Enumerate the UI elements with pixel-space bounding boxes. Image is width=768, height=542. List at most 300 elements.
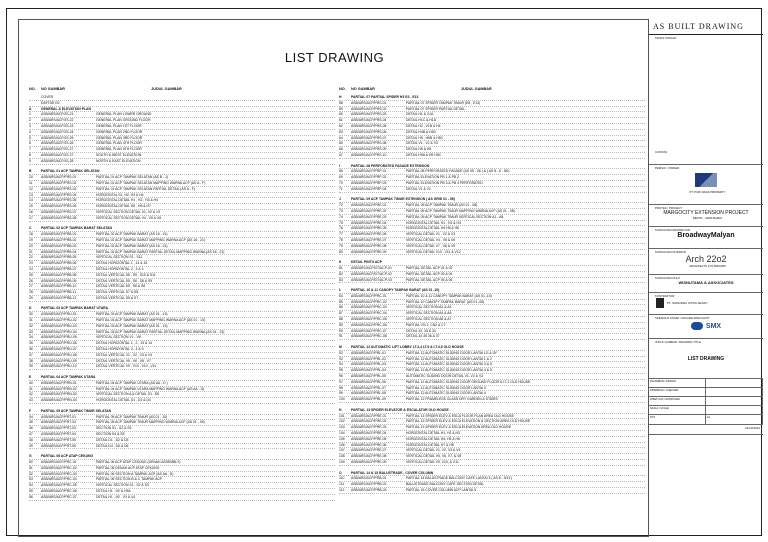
drawing-code: ASB/ARS/ACP/PRS-01 [41,175,77,180]
title-block [649,19,763,537]
item-number: 18 [29,232,33,237]
item-number: 76 [339,226,343,231]
drawing-title-cell [649,339,763,379]
drawing-code: ASB/ARS/ACP/PRC-04 [41,477,77,482]
drawing-code: ASB/ARS/ACP/PRS-09 [351,147,387,152]
drawing-title: SECTION S4 & S5 [96,432,125,437]
drawing-code: ASB/ARS/ACP/PRE-05 [351,226,387,231]
drawing-title: HORIZONTAL DETAIL H4, H5 & H6 [406,436,460,441]
drawing-code: ASB/ARS/ACP/PRC-06 [41,488,77,493]
drawing-title: PARTIAL 12 AUTOMATIC SLIDING DOOR LANTAI 4 & 5 [406,368,492,373]
drawing-title [406,345,645,350]
item-number: 7 [29,147,31,152]
drawing-title: DETAIL VERTICAL S8 , S9 , S10 & S11 [96,272,156,277]
stamp-caption: TANDA TANGAN [655,36,677,40]
item-number: 79 [339,243,343,248]
drawing-code: ASB/ARS/ACP/PRN-01 [41,380,77,385]
drawing-title: DETAIL V1 & V1 [406,186,431,191]
drawing-title: GENERAL PLAN 4TH FLOOR [96,141,142,146]
item-number: 48 [29,437,33,442]
header-no: NO. [29,87,36,91]
item-number: 108 [339,454,345,459]
owner-label: PEMILIK / OWNER [655,166,680,170]
drawing-code: ASB/ARS/ACP/PRL-08 [351,391,387,396]
drawing-title: DETAIL VERTICAL V5 , V6 , V8 , V7 [96,358,151,363]
drawing-code: ASB/ARS/ACP/PRN-03 [41,392,77,397]
drawing-code: ASB/ARS/ACP/JS-24 [41,129,74,134]
item-number: G [29,454,32,459]
drawing-title: VERTICAL DETAIL V1 , V2 & V3 [406,232,456,237]
drawing-code: ASB/ARS/ACP/PRC-06 [351,322,387,327]
drawing-code: PARTIAL 01 ACP TAMPAK SELATAN [41,169,100,174]
drawing-title: PARTIAL 06 ACP ATAP CEKUNG (DENAH ASSEMBLY) [96,460,181,464]
drawing-code: PARTIAL 02 ACP TAMPAK BARAT SELATAN [41,226,112,231]
drawing-code: ASB/ARS/ACP/PRC-02 [351,299,387,304]
drawing-code: ASB/ARS/ACP/PRT-02 [41,420,76,425]
drawing-code: ASB/ARS/ACP/PRT-04 [41,432,76,437]
drawing-code: ASB/ARS/ACP/PRL-07 [351,385,387,390]
item-number: 36 [29,347,33,352]
drawing-title [96,409,335,414]
drawing-title: VERTICAL SECTION S1 - S11 [96,255,143,260]
drawing-title: DETAIL H1 , H2 , V3 & V4 [96,494,136,499]
item-number: 99 [339,391,343,396]
drawing-code: ASB/ARS/ACP/PRN-04 [41,398,77,403]
drawing-code: ASB/ARS/ACP/PRB-05 [41,255,77,260]
drawing-title: DETAIL 34 35 36 & 37 [406,334,440,339]
drawing-code: ASB/ARS/ACP/PRC-04 [351,311,387,316]
item-number: 38 [29,358,33,363]
drawing-code: PARTIAL 09 ACP TAMPAK TIMUR EXTENSION ( AS GRID 01 - 08) [351,197,455,202]
drawing-code: ASB/ARS/ACP/DT/ACP-03 [351,277,392,282]
drawing-code: ASB/ARS/ACP/PRC-03 [351,305,387,310]
drawing-title [406,197,645,202]
meta-label: DISETUJUI / APPROVED [649,397,706,405]
drawing-title: VERTICAL SECTION V1 - V8 [96,335,141,340]
drawing-title: PARTIAL 06 DENAH ACP ATAP CEKUNG [96,465,160,470]
drawing-title: DETAIL H5 , H5B & H5C [406,135,444,140]
drawing-code: ASB/ARS/ACP/PRE-05 [351,436,387,441]
drawing-code: ASB/ARS/ACP/PRB-01 [351,476,387,481]
item-number: 11 [29,180,33,185]
drawing-title: HORIZONTAL DETAIL D1 , D2 & D4 [96,398,151,403]
item-number: 22 [29,255,33,260]
item-number: 17 [29,215,33,220]
drawing-date: 21/12/2021 [744,426,760,430]
drawing-title: PARTIAL 02 ACP TAMPAK BARAT PARTIAL DETAIL MAPPING WARNA (AS 16 - 21) [96,249,225,254]
item-number: 49 [29,443,33,448]
owner-cell [649,165,763,205]
item-number: 54 [29,483,33,488]
item-number: B [29,169,32,174]
drawing-title: HORIZONTAL DETAIL H7 & H8 [406,442,454,447]
drawing-code: ASB/ARS/ACP/PRE-01 [351,203,387,208]
item-number: 98 [339,385,343,390]
item-number: 74 [339,214,343,219]
item-number: 10 [29,175,33,180]
item-number: 4 [29,129,31,134]
drawing-code: DETAIL PINTU ACP [351,260,383,265]
drawing-title: PARTIAL 07 SPIDER PARTIAL DETAIL [406,106,466,111]
item-number: 15 [29,204,33,209]
drawing-title: PARTIAL ELEVATION PB 1 & PB 2 [406,175,459,180]
drawing-title: AUTOMATIC SLIDING DOOR DETAIL V1, V2 & V3 [406,374,484,379]
drawing-code: ASB/ARS/ACP/PRT-01 [41,414,76,419]
item-number: 104 [339,431,345,436]
drawing-title [406,408,645,413]
drawing-code: ASB/ARS/ACP/DT/ACP-02 [351,271,392,276]
drawing-code: ASB/ARS/ACP/PRB-02 [351,482,387,487]
drawing-code: ASB/ARS/ACP/PRE-01 [351,413,387,418]
drawing-title: DETAIL H2 , V1B & H4 [406,123,441,128]
drawing-code: ASB/ARS/ACP/JS-21 [41,112,74,117]
drawing-title: DETAIL 32, 33 & 34 [406,328,436,333]
item-number: 85 [339,299,343,304]
drawing-code: ASB/ARS/ACP/PRE-07 [351,448,387,453]
drawing-title: VERTICAL SECTION DETAIL V4 , V5 & V6 [96,215,162,220]
drawing-code: ASB/ARS/ACP/PRC-03 [41,471,77,476]
mep-label: KONSULTAN M.E.P [655,276,681,280]
drawing-code: ASB/ARS/ACP/PRB-11 [41,290,77,295]
item-number: 106 [339,442,345,447]
drawing-code: ASB/ARS/ACP/PRB-12 [41,295,77,300]
interior-label: KONSULTAN INTERIOR [655,250,686,254]
header-no: NO. [339,87,346,91]
drawing-code: ASB/ARS/ACP/PRL-06 [351,379,387,384]
drawing-code: ASB/ARS/ACP/PRC-05 [351,317,387,322]
item-number: 12 [29,186,33,191]
drawing-title: BALUSTRADE BALCONY CAFE SECTION DETAIL [406,482,485,487]
header-title: JUDUL GAMBAR [151,87,182,91]
drawing-title: SECTION S1 , S2 & S3 [96,426,132,431]
architect-name: BroadwayMalyan [677,232,735,239]
drawing-title: DETAIL VERTICAL V1 , V2 , V3 & V4 [96,352,153,357]
item-number: 23 [29,261,33,266]
item-number [29,95,41,100]
drawing-code: ASB/ARS/ACP/PRE-02 [351,208,387,213]
drawing-code: ASB/ARS/ACP/PRL-03 [351,362,387,367]
meta-row [649,397,763,406]
drawing-title: DETAIL H4B & H4D [406,129,436,134]
item-number: 67 [339,152,343,157]
item-number: 71 [339,186,343,191]
meta-value [706,397,763,405]
drawing-code: ASB/ARS/ACP/PRS-05 [41,198,77,203]
drawing-title: DETAIL D1 , D2 & D3 [96,437,129,442]
item-number: 97 [339,379,343,384]
item-number: E [29,375,32,380]
drawing-title: VERTICAL DETAIL V7 , V8 & V9 [406,243,456,248]
item-number: F [29,408,32,413]
item-number: 2 [29,118,31,123]
drawing-title: PARTIAL 07 SPIDER TAMPAK TIMUR (E8 , E13) [406,100,481,105]
drawing-code: ASB/ARS/ACP/PRB-02 [41,237,77,242]
item-number: 24 [29,266,33,271]
drawing-code: ASB/ARS/ACP/PRS-06 [41,204,77,209]
item-number: 27 [29,284,33,289]
item-number: 34 [29,335,33,340]
item-number: C [29,226,32,231]
drawing-code: ASB/ARS/ACP/PRE-09 [351,460,387,464]
drawing-title: GENERAL PLAN 2ND FLOOR [96,129,143,134]
drawing-code: ASB/ARS/ACP/PRS-03 [41,186,77,191]
drawing-title: PARTIAL 04 ACP TAMPAK UTARA (AS AA - D ) [96,380,168,385]
item-number: A [29,106,32,111]
item-number: 62 [339,123,343,128]
drawing-code: ASB/ARS/ACP/JS-26 [41,141,74,146]
item-number: 53 [29,477,33,482]
drawing-code: ASB/ARS/ACP/JS-28 [41,158,74,163]
drawing-title: DETAIL VERTICAL S5 & S7 [96,295,139,300]
drawing-title: PARTIAL 12 AUTOMATIC SLIDING DOOR GROUND FLOOR & LT.2 OLD HOUSE [406,379,531,384]
item-number: 35 [29,341,33,346]
project-location: DEPOK - JAWA BARAT [692,216,723,220]
project-label: PROYEK / PROJECT [655,206,683,210]
item-number: 45 [29,420,33,425]
drawing-code: PARTIAL 10 & 11 CANOPY TAMPAK BARAT (AS 01 -10) [351,288,440,293]
drawing-title: VERTICAL SECTION DETAIL V1, V2 & V3 [96,209,161,214]
drawing-title: DETAIL HORIZONTAL 1 , 2 , 13 & 14 [96,341,152,346]
item-number: 69 [339,175,343,180]
drawing-code: ASB/ARS/ACP/PRL-09 [351,397,387,402]
drawing-code: ASB/ARS/ACP/PRP-02 [351,175,387,180]
item-number: 103 [339,425,345,430]
item-number: 32 [29,323,33,328]
item-number: 68 [339,169,343,174]
drawing-title: DETAIL H1C & H1D [406,118,437,123]
specialist-label: SPESIALIS FASAD / FACADE SPECIALIST [655,316,710,320]
item-number: 91 [339,334,343,339]
drawing-title [96,306,335,311]
item-number: 42 [29,392,33,397]
interior-sub: ARCHITECTS & INTERIORS [689,264,726,268]
drawing-title: VERTICAL DETAIL V5, V6, V7, & V8 [406,454,462,459]
contractor-cell [649,293,763,315]
drawing-code: ASB/ARS/ACP/PRB-07 [41,266,77,271]
specialist-name: SMX [705,322,722,330]
drawing-code: ASB/ARS/ACP/PRT-06 [41,443,76,448]
drawing-title: PARTIAL 12 AUTOMATIC SLIDING DOOR LANTAI 4 [406,391,486,396]
drawing-code: ASB/ARS/ACP/PRC-01 [41,460,77,464]
notes-cell [649,35,763,165]
drawing-title: DETAIL HORIZONTAL 2 , 3 & 4 [96,266,144,271]
drawing-code: ASB/ARS/ACP/DT/ACP-01 [351,265,392,270]
item-number: 19 [29,237,33,242]
item-number: 43 [29,398,33,403]
item-number: 26 [29,278,33,283]
drawing-code: ASB/ARS/ACP/PRC-07 [351,328,387,333]
drawing-title [406,471,645,476]
drawing-title [96,226,335,231]
drawing-title: GENERAL PLAN 1ST FLOOR [96,123,142,128]
drawing-code: ASB/ARS/ACP/PRB-01 [41,232,77,237]
item-number: 58 [339,100,343,105]
interior-cell [649,249,763,275]
item-number: 110 [339,476,345,481]
drawing-code: ASB/ARS/ACP/PRS-02 [351,106,387,111]
architect-cell [649,227,763,249]
meta-value [706,388,763,396]
item-number: 25 [29,272,33,277]
scale-row [649,415,763,425]
drawing-code: ASB/ARS/ACP/PRB-08 [41,272,77,277]
item-number: 6 [29,141,31,146]
item-number: 102 [339,419,345,424]
meta-row [649,379,763,388]
meta-row [649,388,763,397]
item-number: 55 [29,488,33,493]
item-number: 89 [339,322,343,327]
drawing-code: ASB/ARS/ACP/PRL-05 [351,374,387,379]
drawing-title: DETAIL H6 & H5 [406,147,432,152]
drawing-title: PARTIAL 10 CANOPY TAMPAK BARAT (AS 01 -08) [406,299,485,304]
drawing-title: PARTIAL 02 ACP TAMPAK BARAT MAPPING WARNA ACP (AS 16 - 21) [96,237,206,242]
drawing-title [96,107,335,112]
drawing-code: PARTIAL 04 ACP TAMPAK UTARA [41,375,96,380]
meta-label: DIPERIKSA / CHECKED [649,388,706,396]
drawing-code: GENERAL & ELEVATION PLAN [41,106,91,111]
drawing-code: ASB/ARS/ACP/JS-23 [41,123,74,128]
item-number: 41 [29,386,33,391]
drawing-title: PARTIAL 09 ACP TAMPAK TIMUR MAPPING WARNA ACP (AS 01 - 08) [406,208,515,213]
drawing-code: PARTIAL 14 & 15 BALUSTRADE , COVER COLUMN [351,470,434,475]
item-number: 84 [339,293,343,298]
item-number: 92 [339,350,343,355]
item-number: 87 [339,311,343,316]
contractor-label: KONTRAKTOR [655,294,675,298]
item-number: J [339,197,341,202]
drawing-title: PARTIAL 03 ACP TAMPAK BARAT PARTIAL DETAIL MAPPING WARNA (AS 01 - 13) [96,329,225,334]
header-title: JUDUL GAMBAR [461,87,492,91]
item-number: 73 [339,208,343,213]
project-name: MARGOCITY EXTENSION PROJECT [663,210,749,216]
item-number: 31 [29,318,33,323]
mep-cell [649,275,763,293]
drawing-code: COVER [41,95,54,99]
item-number: 20 [29,243,33,248]
drawing-title: HORIZONTAL S1, H2, H3 & H4 [96,192,144,197]
drawing-code: ASB/ARS/ACP/PRC-05 [41,483,77,488]
item-number: 83 [339,277,343,282]
drawing-code: ASB/ARS/ACP/PRS-08 [351,141,387,146]
stamp-title: AS BUILT DRAWING [649,19,763,35]
drawing-title [406,95,645,100]
drawing-code: DAFTAR ISI [41,100,60,105]
drawing-title: PARTIAL 01 ACP TAMPAK SELATAN (AS B - J) [96,175,168,180]
item-number: 82 [339,271,343,276]
item-number: 21 [29,249,33,254]
drawing-title: DETAIL HORIZONTAL 1 , 14 & 15 [96,261,148,266]
drawing-title: SOUTH & WEST ELEVATION [96,152,142,157]
item-number: M [339,345,342,350]
drawing-code: ASB/ARS/ACP/PRS-07 [351,135,387,140]
item-number: H [339,95,342,99]
item-number [29,101,41,106]
drawing-code: ASB/ARS/ACP/PRE-08 [351,243,387,248]
right-column-header [339,87,639,91]
drawing-code: ASB/ARS/ACP/PRB-03 [351,487,387,492]
meta-value [706,379,763,387]
drawing-title [406,260,645,265]
item-number: 52 [29,471,33,476]
drawing-code: ASB/ARS/ACP/PRS-10 [351,152,387,157]
drawing-title: VERTICAL DETAIL V9, V10, & V11 [406,460,459,464]
drawing-title: PARTIAL 03 ACP TAMPAK BARAT MAPPING WARNA ACP (AS 01 - 13) [96,318,206,323]
drawing-title: DETAIL H1 & V1A [406,112,434,117]
item-number: O [339,470,342,475]
drawing-code: ASB/ARS/ACP/PRU-08 [41,352,77,357]
drawing-title: PARTIAL 01 ACP TAMPAK SELATAN MAPPING WARNA ACP (AS A - F) [96,180,206,185]
item-number: 107 [339,448,345,453]
drawing-title: PARTIAL 12 AUTOMATIC SLIDING DOOR LANTAI 1 & 2 [406,356,492,361]
drawing-code: ASB/ARS/ACP/JS-25 [41,135,74,140]
item-number: 13 [29,192,33,197]
drawing-title: DETAIL H9A & H9 H9C [406,152,442,157]
item-number: 40 [29,380,33,385]
drawing-code: ASB/ARS/ACP/PRB-03 [41,243,77,248]
owner-logo-icon [695,173,717,187]
item-number: 93 [339,356,343,361]
drawing-code: ASB/ARS/ACP/PRS-08 [41,215,77,220]
item-number: 28 [29,290,33,295]
item-number: 95 [339,368,343,373]
item-number: 90 [339,328,343,333]
drawing-title-label: JUDUL GAMBAR / DRAWING TITLE [655,340,701,344]
item-number: 64 [339,135,343,140]
drawing-code: ASB/ARS/ACP/PRT-03 [41,426,76,431]
item-number: 61 [339,118,343,123]
drawing-title: PARTIAL 03 ACP TAMPAK BARAT (AS 01 - 13) [96,323,168,328]
drawing-code: ASB/ARS/ACP/PRB-06 [41,261,77,266]
drawing-code: ASB/ARS/ACP/PRS-02 [41,180,77,185]
drawing-code: ASB/ARS/ACP/PRS-04 [41,192,77,197]
drawing-code: ASB/ARS/ACP/PRS-05 [351,123,387,128]
page-title: LIST DRAWING [284,50,385,65]
item-number: 60 [339,112,343,117]
meta-value [706,406,763,414]
drawing-code: ASB/ARS/ACP/PRC-08 [351,334,387,339]
drawing-code: ASB/ARS/ACP/PRE-03 [351,214,387,219]
drawing-title: VERTICAL DETAIL V4 , V5 & V6 [406,237,456,242]
item-number: D [29,306,32,311]
drawing-code: ASB/ARS/ACP/PRC-01 [351,293,387,298]
item-number: L [339,288,342,293]
item-number: 9 [29,158,31,163]
item-number: 14 [29,198,33,203]
drawing-title: VERTICAL SECTION S1 , S2 & S3 [96,483,149,488]
drawing-title: PARTIAL 12 FRAMELESS GLASS DRY GARDEN & STAIRS [406,397,498,402]
contractor-name: PT. SAMUDRA CITRA SEJATI [667,301,708,305]
drawing-code: ASB/ARS/ACP/PRE-06 [351,232,387,237]
drawing-title: PARTIAL 12 AUTOMATIC SLIDING DOOR LANTAI LG & GF [406,350,498,355]
item-number: 70 [339,180,343,185]
drawing-title: DETAIL V1 , V2 & V3 [406,141,438,146]
item-number: 16 [29,209,33,214]
item-number: N [339,407,342,412]
drawing-code: PARTIAL 03 ACP TAMPAK BARAT UTARA [41,306,109,311]
item-number: 66 [339,147,343,152]
drawing-title [96,454,335,459]
drawing-title: VERTICAL SECTION A & DETAIL S1 , S8 [96,392,159,397]
drawing-code: ASB/ARS/ACP/PRU-04 [41,329,77,334]
drawing-code: ASB/ARS/ACP/PRU-05 [41,335,77,340]
drawing-code: ASB/ARS/ACP/PRP-04 [351,186,387,191]
item-number: 81 [339,265,343,270]
item-number: 33 [29,329,33,334]
drawing-title: VERTICAL DETAIL V10 , V11 & V12 [406,249,461,254]
item-number: 100 [339,397,345,402]
meta-row [649,406,763,415]
